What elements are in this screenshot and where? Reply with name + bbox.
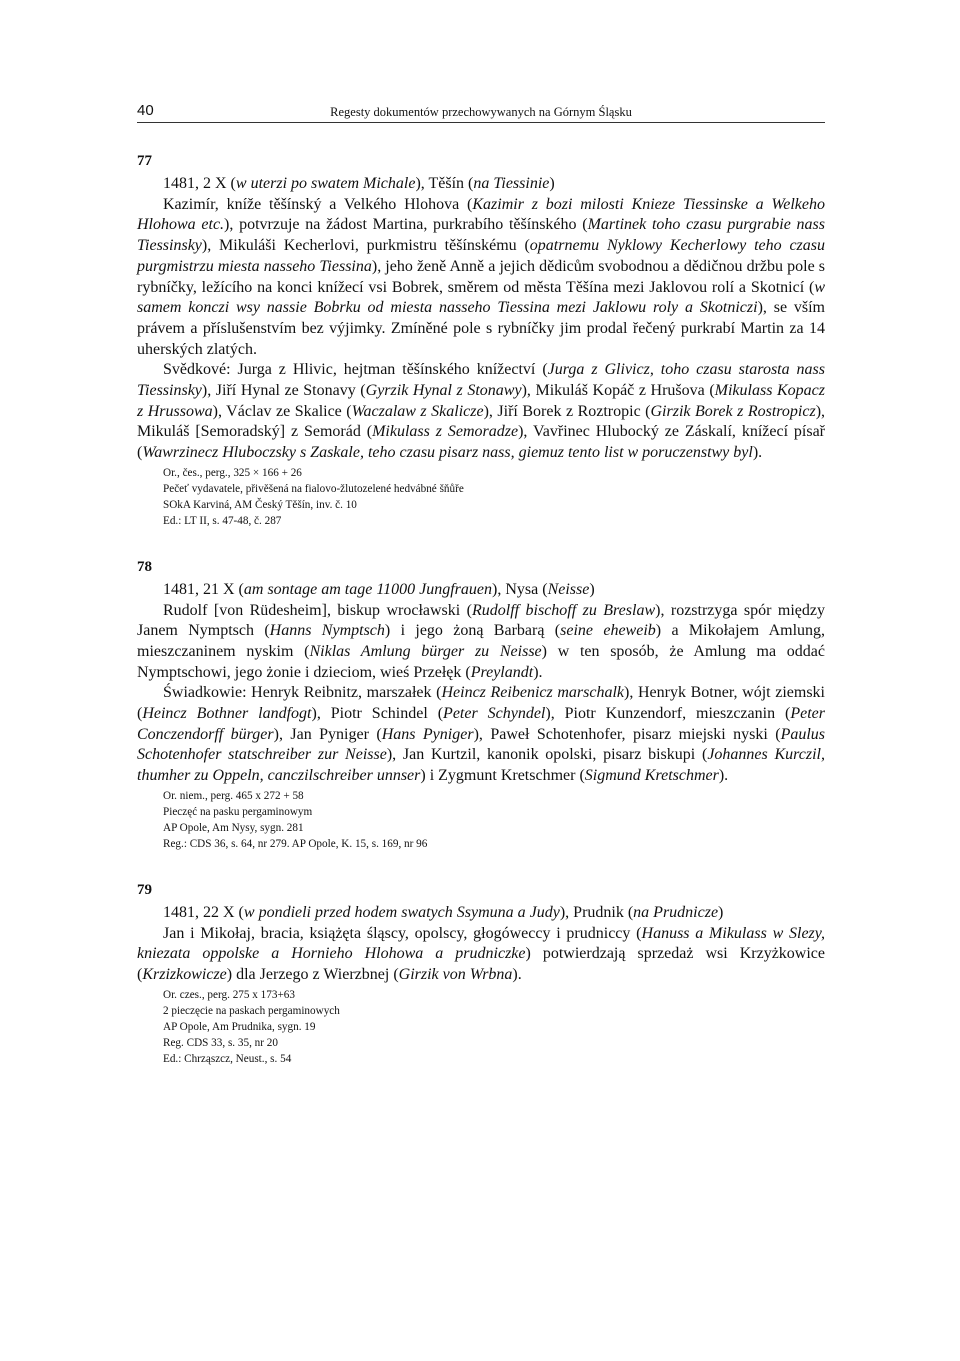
text-run: ), se vším právem a příslušenstvím bez výjimky. Zmíněné pole s rybníčky jim prodal řečený purkrabí Martin za 14 uherských zlatých. [137,299,825,358]
regest-entry [137,882,825,1067]
date-suffix: ) [549,175,555,192]
place-original: na Prudnicze [633,903,719,921]
text-run: Kazimír, kníže těšínský a Velkého Hlohova ( [163,195,473,213]
regest-entry [137,559,825,852]
archival-notes [137,788,825,852]
entry-witnesses [137,360,825,464]
regest-entry [137,153,825,529]
quote-italic: Martinek toho czasu purgrabie nass Tiessinsky [137,216,825,255]
text-run: ). [512,965,522,983]
text-run: ) dla Jerzego z Wierzbnej ( [226,965,399,983]
date-suffix: ) [718,903,724,921]
quote-italic: Hanuss a Mikulass w Slezy, kniezata oppolske a Hornieho Hlohowa a prudniczke [137,924,826,963]
quote-italic: Niklas Amlung bürger zu Neisse [309,642,542,660]
entry-summary [137,601,825,684]
text-run: ) i Zygmunt Kretschmer ( [420,767,585,785]
archival-note: Or. niem., perg. 465 x 272 + 58 [163,789,304,802]
archival-note: Or., čes., perg., 325 × 166 + 26 [163,466,302,479]
date-original: w pondieli przed hodem swatych Ssymuna a Judy [243,903,560,921]
text-run: Rudolf [von Rüdesheim], biskup wrocławski ( [163,601,472,619]
archival-note: AP Opole, Am Prudnika, sygn. 19 [163,1020,316,1033]
quote-italic: Sigmund Kretschmer [584,767,719,785]
archival-note: Ed.: LT II, s. 47-48, č. 287 [163,514,282,527]
text-run: ), Vavřinec Hlubocký ze Záskalí, knížecí písař ( [137,423,826,462]
date-original: am sontage am tage 11000 Jungfrauen [243,580,493,598]
archival-note: Pečeť vydavatele, přivěšená na fialovo-žlutozelené hedvábné šňůře [163,482,464,495]
quote-italic: seine eheweib [560,622,656,640]
text-run: ), potvrzuje na žádost Martina, purkrabího těšínského ( [224,216,588,234]
text-run: ), Piotr Schindel ( [311,705,444,723]
quote-italic: Johannes Kurczil, thumher zu Oppeln, canczilschreiber unnser [137,746,826,785]
date-original: w uterzi po swatem Michale [235,175,416,192]
entry-number: 78 [137,558,152,575]
text-run: ), Jan Pyniger ( [273,725,382,743]
text-run: ), Mikuláš [Semoradský] z Semorád ( [137,402,826,441]
entry-summary [137,195,825,361]
text-run: Jan i Mikołaj, bracia, książęta śląscy, opolscy, głogóweccy i prudniccy ( [163,924,642,942]
entry-date-place [137,580,825,601]
text-run: Svědkové: Jurga z Hlivic, hejtman těšínského knížectví ( [163,361,548,379]
archival-note: Reg.: CDS 36, s. 64, nr 279. AP Opole, K. 15, s. 169, nr 96 [163,837,428,850]
text-run: ), rozstrzyga spór między Janem Nymptsch ( [137,601,826,640]
quote-italic: Wawrzinecz Hluboczsky s Zaskale, teho czasu pisarz nass, giemuz tento list w poruczenstwy byl [142,444,753,462]
entry-summary [137,924,825,986]
archival-note: Ed.: Chrząszcz, Neust., s. 54 [163,1052,292,1065]
text-run: ), Mikuláši Kecherlovi, purkmistru těšínskému ( [201,237,530,255]
date-prefix: 1481, 2 X ( [163,175,236,192]
place-original: na Tiessinie [473,175,550,192]
place-text: ), Nysa ( [492,580,548,598]
place-text: ), Prudnik ( [559,903,634,921]
entry-number: 77 [137,153,152,169]
text-run: ) w ten sposób, że Amlung ma oddać Nymptschowi, jego żonie i dzieciom, wieś Przełęk ( [137,642,826,681]
quote-italic: Hanns Nymptsch [269,622,385,640]
quote-italic: Krzizkowicze [142,965,227,983]
text-run: ) potwierdzają sprzedaż wsi Krzyżkowice ( [137,945,825,983]
running-header [137,100,825,123]
text-run: ) a Mikołajem Amlung, mieszczaninem nyskim ( [137,622,826,660]
text-run: ), jeho ženě Anně a jejich dědicům svobodnou a dědičnou držbu pole s rybníčky, ležícího na konci knížecí vsi Bobrek, směrem od města Těšína mezi Jaklovou rolí a Skotnicí ( [137,257,826,296]
quote-italic: Peter Conczendorff bürger [137,705,825,743]
text-run: ). [533,663,543,681]
text-run: ), Henryk Botner, wójt ziemski ( [137,684,826,723]
quote-italic: opatrnemu Nyklowy Kecherlowy teho czasu purgmistrzu miesta nasseho Tiessina [137,237,825,275]
text-run: ), Jan Kurtzil, kanonik opolski, pisarz biskupi ( [386,746,708,764]
archival-note: SOkA Karviná, AM Český Těšín, inv. č. 10 [163,498,357,511]
regest-list [137,153,825,1067]
text-run: ). [752,444,763,462]
quote-italic: Gyrzik Hynal z Stonawy [365,382,522,400]
archival-note: 2 pieczęcie na paskach pergaminowych [163,1004,340,1017]
quote-italic: Preylandt [470,663,534,681]
quote-italic: Hans Pyniger [381,725,474,743]
archival-notes [137,987,825,1067]
entry-witnesses [137,683,825,787]
archival-note: Or. czes., perg. 275 x 173+63 [163,988,295,1001]
quote-italic: Heincz Bothner landfogt [142,705,312,723]
quote-italic: Mikulass Kopacz z Hrussowa [137,382,825,420]
text-run: ) i jego żoną Barbarą ( [384,622,561,640]
quote-italic: w samem konczi wsy nassie Bobrku od miesta nasseho Tiessina mezi Jaklowu roly a Skotniczi [137,278,825,317]
date-suffix: ) [589,580,595,598]
quote-italic: Rudolff bischoff zu Breslaw [471,601,656,619]
quote-italic: Peter Schyndel [443,705,546,723]
place-original: Neisse [547,580,590,598]
quote-italic: Jurga z Glivicz, toho czasu starosta nass Tiessinsky [137,361,826,400]
date-prefix: 1481, 21 X ( [163,580,244,598]
text-run: ), Jiří Hynal ze Stonavy ( [201,382,366,400]
entry-date-place [137,174,825,195]
text-run: ), Paweł Schotenhofer, pisarz miejski nyski ( [473,725,781,743]
document-page [137,100,825,1067]
entry-number: 79 [137,881,152,898]
archival-note: Pieczęć na pasku pergaminowym [163,805,313,818]
text-run: ), Piotr Kunzendorf, mieszczanin ( [545,705,791,723]
quote-italic: Girzik von Wrbna [398,965,513,983]
archival-notes [137,465,825,529]
text-run: ). [718,767,729,785]
archival-note: AP Opole, Am Nysy, sygn. 281 [163,821,304,834]
quote-italic: Kazimir z bozi milosti Knieze Tiessinske a Welkeho Hlohowa etc. [137,195,826,234]
text-run: ), Václav ze Skalice ( [212,402,352,420]
date-prefix: 1481, 22 X ( [163,903,244,921]
quote-italic: Mikulass z Semoradze [372,423,519,441]
quote-italic: Heincz Reibenicz marschalk [441,684,625,702]
text-run: Świadkowie: Henryk Reibnitz, marszałek ( [163,684,442,702]
place-text: ), Těšín ( [415,175,474,192]
quote-italic: Waczalaw z Skalicze [351,402,484,420]
archival-note: Reg. CDS 33, s. 35, nr 20 [163,1036,278,1049]
text-run: ), Mikuláš Kopáč z Hrušova ( [521,382,715,400]
page-number: 40 [137,102,154,119]
quote-italic: Girzik Borek z Rostropicz [650,402,816,420]
quote-italic: Paulus Schotenhofer statschreiber zur Neisse [137,725,826,764]
entry-date-place [137,903,825,924]
text-run: ), Jiří Borek z Roztropic ( [483,402,651,420]
header-title: Regesty dokumentów przechowywanych na Górnym Śląsku [330,105,632,119]
